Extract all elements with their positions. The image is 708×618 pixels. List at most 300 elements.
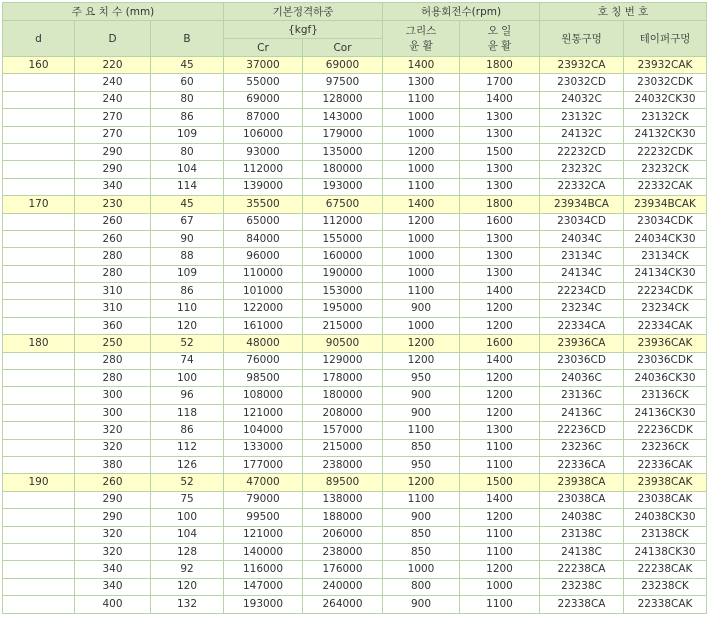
table-row — [3, 91, 707, 108]
cell-grease-speed: 1200 — [383, 335, 460, 352]
cell-cyl-bore: 23036CD — [540, 352, 624, 369]
cell-taper-bore: 22338CAK — [624, 596, 707, 613]
cell-cr: 108000 — [224, 387, 303, 404]
cell-oil-speed: 1400 — [460, 352, 540, 369]
cell-oil-speed: 1300 — [460, 248, 540, 265]
cell-oil-speed: 1400 — [460, 283, 540, 300]
cell-B: 104 — [151, 526, 224, 543]
cr-header: Cr — [224, 39, 303, 57]
cell-oil-speed: 1100 — [460, 543, 540, 560]
cell-D: 270 — [75, 126, 151, 143]
cell-taper-bore: 22234CDK — [624, 283, 707, 300]
cell-cr: 99500 — [224, 509, 303, 526]
cell-cr: 121000 — [224, 526, 303, 543]
cell-cyl-bore: 24036C — [540, 370, 624, 387]
cell-taper-bore: 23138CK — [624, 526, 707, 543]
cell-taper-bore: 22232CDK — [624, 143, 707, 160]
cell-grease-speed: 1100 — [383, 91, 460, 108]
table-row — [3, 178, 707, 195]
cell-d — [3, 109, 75, 126]
cell-cyl-bore: 23932CA — [540, 57, 624, 74]
cell-cor: 143000 — [303, 109, 383, 126]
cell-oil-speed: 1300 — [460, 265, 540, 282]
cell-taper-bore: 24032CK30 — [624, 91, 707, 108]
cell-grease-speed: 900 — [383, 509, 460, 526]
cell-oil-speed: 1500 — [460, 143, 540, 160]
cell-oil-speed: 1500 — [460, 474, 540, 491]
cell-cr: 147000 — [224, 578, 303, 595]
cell-B: 67 — [151, 213, 224, 230]
cell-d — [3, 161, 75, 178]
cell-oil-speed: 1200 — [460, 404, 540, 421]
cell-grease-speed: 1400 — [383, 196, 460, 213]
cell-oil-speed: 1200 — [460, 317, 540, 334]
cell-oil-speed: 1300 — [460, 126, 540, 143]
cell-taper-bore: 23938CAK — [624, 474, 707, 491]
cell-taper-bore: 23934BCAK — [624, 196, 707, 213]
cell-oil-speed: 1800 — [460, 57, 540, 74]
cell-cor: 206000 — [303, 526, 383, 543]
cell-taper-bore: 23132CK — [624, 109, 707, 126]
cell-B: 92 — [151, 561, 224, 578]
cell-d — [3, 596, 75, 613]
grease-header-line2: 윤 활 — [409, 39, 433, 52]
cell-oil-speed: 1600 — [460, 213, 540, 230]
cell-grease-speed: 1100 — [383, 178, 460, 195]
cell-D: 320 — [75, 439, 151, 456]
cell-cyl-bore: 23038CA — [540, 491, 624, 508]
cell-cyl-bore: 22336CA — [540, 456, 624, 473]
cell-B: 52 — [151, 474, 224, 491]
cell-cyl-bore: 23136C — [540, 387, 624, 404]
cell-d — [3, 126, 75, 143]
cell-cyl-bore: 23936CA — [540, 335, 624, 352]
cell-d — [3, 387, 75, 404]
cell-grease-speed: 1000 — [383, 265, 460, 282]
cell-taper-bore: 22334CAK — [624, 317, 707, 334]
cell-B: 60 — [151, 74, 224, 91]
cell-cor: 215000 — [303, 439, 383, 456]
cell-B: 45 — [151, 57, 224, 74]
cell-cr: 98500 — [224, 370, 303, 387]
table-row — [3, 491, 707, 508]
cell-cr: 35500 — [224, 196, 303, 213]
oil-header — [460, 21, 540, 57]
cell-cor: 195000 — [303, 300, 383, 317]
table-row — [3, 126, 707, 143]
cell-cor: 238000 — [303, 543, 383, 560]
cell-cyl-bore: 23132C — [540, 109, 624, 126]
cell-cyl-bore: 24032C — [540, 91, 624, 108]
cyl-bore-header: 원통구멍 — [540, 21, 624, 57]
cell-oil-speed: 1800 — [460, 196, 540, 213]
cell-d — [3, 509, 75, 526]
cell-cyl-bore: 22232CD — [540, 143, 624, 160]
cell-cr: 48000 — [224, 335, 303, 352]
cell-taper-bore: 23134CK — [624, 248, 707, 265]
load-rating-header: 기본정격하중 — [224, 3, 383, 21]
B-header: B — [151, 21, 224, 57]
cell-taper-bore: 22238CAK — [624, 561, 707, 578]
cell-cyl-bore: 22332CA — [540, 178, 624, 195]
cell-cr: 84000 — [224, 230, 303, 247]
cell-cr: 96000 — [224, 248, 303, 265]
cell-grease-speed: 850 — [383, 439, 460, 456]
cell-grease-speed: 1300 — [383, 74, 460, 91]
cell-cor: 180000 — [303, 387, 383, 404]
cell-d — [3, 300, 75, 317]
cell-D: 260 — [75, 213, 151, 230]
table-row — [3, 474, 707, 491]
table-row — [3, 404, 707, 421]
cell-cor: 135000 — [303, 143, 383, 160]
cell-cyl-bore: 23034CD — [540, 213, 624, 230]
table-row — [3, 387, 707, 404]
cell-B: 86 — [151, 283, 224, 300]
cell-taper-bore: 23038CAK — [624, 491, 707, 508]
cell-cyl-bore: 23938CA — [540, 474, 624, 491]
cell-taper-bore: 23036CDK — [624, 352, 707, 369]
cell-d — [3, 213, 75, 230]
cell-cor: 179000 — [303, 126, 383, 143]
cell-D: 320 — [75, 526, 151, 543]
cell-d — [3, 265, 75, 282]
cell-cr: 140000 — [224, 543, 303, 560]
cell-D: 300 — [75, 404, 151, 421]
cell-cr: 101000 — [224, 283, 303, 300]
cell-D: 260 — [75, 230, 151, 247]
cell-cr: 47000 — [224, 474, 303, 491]
cell-cyl-bore: 23934BCA — [540, 196, 624, 213]
cell-D: 320 — [75, 422, 151, 439]
cell-cor: 157000 — [303, 422, 383, 439]
cell-D: 240 — [75, 74, 151, 91]
cell-taper-bore: 24134CK30 — [624, 265, 707, 282]
table-row — [3, 248, 707, 265]
cell-cyl-bore: 23238C — [540, 578, 624, 595]
cell-cor: 240000 — [303, 578, 383, 595]
table-row — [3, 439, 707, 456]
cell-d — [3, 317, 75, 334]
d-header: d — [3, 21, 75, 57]
header-row-1 — [3, 3, 707, 21]
cell-d — [3, 370, 75, 387]
table-row — [3, 265, 707, 282]
cell-taper-bore: 24038CK30 — [624, 509, 707, 526]
cell-grease-speed: 1200 — [383, 352, 460, 369]
table-row — [3, 370, 707, 387]
oil-header-line2: 윤 활 — [487, 39, 512, 52]
cell-cor: 193000 — [303, 178, 383, 195]
cell-cor: 69000 — [303, 57, 383, 74]
load-unit-header: {kgf} — [224, 21, 383, 39]
cell-d: 170 — [3, 196, 75, 213]
cell-oil-speed: 1300 — [460, 178, 540, 195]
cell-grease-speed: 1200 — [383, 213, 460, 230]
cell-cor: 264000 — [303, 596, 383, 613]
cell-taper-bore: 22336CAK — [624, 456, 707, 473]
cell-cyl-bore: 23032CD — [540, 74, 624, 91]
main-dims-header: 주 요 치 수 (mm) — [3, 3, 224, 21]
cell-grease-speed: 1100 — [383, 491, 460, 508]
table-row — [3, 57, 707, 74]
D-header: D — [75, 21, 151, 57]
cell-d — [3, 422, 75, 439]
table-row — [3, 213, 707, 230]
cell-cyl-bore: 23232C — [540, 161, 624, 178]
table-row — [3, 283, 707, 300]
cell-grease-speed: 900 — [383, 596, 460, 613]
cell-cor: 112000 — [303, 213, 383, 230]
cell-cor: 176000 — [303, 561, 383, 578]
cell-D: 320 — [75, 543, 151, 560]
cell-D: 260 — [75, 474, 151, 491]
cell-d: 160 — [3, 57, 75, 74]
cell-taper-bore: 23136CK — [624, 387, 707, 404]
cell-taper-bore: 23232CK — [624, 161, 707, 178]
cell-B: 120 — [151, 317, 224, 334]
cell-oil-speed: 1400 — [460, 91, 540, 108]
cell-cor: 178000 — [303, 370, 383, 387]
table-row — [3, 335, 707, 352]
cell-cr: 37000 — [224, 57, 303, 74]
cell-cr: 112000 — [224, 161, 303, 178]
cell-B: 110 — [151, 300, 224, 317]
cell-oil-speed: 1100 — [460, 526, 540, 543]
cell-cr: 79000 — [224, 491, 303, 508]
cell-d: 180 — [3, 335, 75, 352]
table-row — [3, 196, 707, 213]
cell-oil-speed: 1300 — [460, 422, 540, 439]
table-row — [3, 422, 707, 439]
cell-B: 120 — [151, 578, 224, 595]
cell-B: 112 — [151, 439, 224, 456]
cell-cor: 153000 — [303, 283, 383, 300]
table-row — [3, 230, 707, 247]
designation-header: 호 칭 번 호 — [540, 3, 707, 21]
cell-B: 86 — [151, 422, 224, 439]
cell-d — [3, 543, 75, 560]
cell-B: 75 — [151, 491, 224, 508]
cell-oil-speed: 1200 — [460, 509, 540, 526]
cell-oil-speed: 1300 — [460, 230, 540, 247]
grease-header-line1: 그리스 — [405, 24, 437, 37]
cell-cor: 89500 — [303, 474, 383, 491]
cell-D: 270 — [75, 109, 151, 126]
cell-taper-bore: 24036CK30 — [624, 370, 707, 387]
cell-B: 128 — [151, 543, 224, 560]
cell-B: 52 — [151, 335, 224, 352]
bearing-spec-table — [2, 2, 707, 614]
cell-grease-speed: 1000 — [383, 126, 460, 143]
cell-cyl-bore: 22238CA — [540, 561, 624, 578]
speed-header: 허용회전수(rpm) — [383, 3, 540, 21]
cell-cyl-bore: 24038C — [540, 509, 624, 526]
cell-cyl-bore: 22334CA — [540, 317, 624, 334]
cell-cyl-bore: 23236C — [540, 439, 624, 456]
cell-B: 86 — [151, 109, 224, 126]
cell-grease-speed: 1000 — [383, 230, 460, 247]
cell-d — [3, 526, 75, 543]
cell-cr: 69000 — [224, 91, 303, 108]
cell-grease-speed: 900 — [383, 300, 460, 317]
cell-cyl-bore: 24138C — [540, 543, 624, 560]
cell-cr: 122000 — [224, 300, 303, 317]
cell-cyl-bore: 23134C — [540, 248, 624, 265]
cell-cor: 90500 — [303, 335, 383, 352]
cell-cor: 138000 — [303, 491, 383, 508]
cell-cor: 155000 — [303, 230, 383, 247]
cell-taper-bore: 23034CDK — [624, 213, 707, 230]
cell-D: 290 — [75, 509, 151, 526]
cell-B: 88 — [151, 248, 224, 265]
cell-B: 45 — [151, 196, 224, 213]
cell-cyl-bore: 24034C — [540, 230, 624, 247]
cell-cyl-bore: 24136C — [540, 404, 624, 421]
cell-d — [3, 230, 75, 247]
cell-taper-bore: 22332CAK — [624, 178, 707, 195]
cell-grease-speed: 1400 — [383, 57, 460, 74]
cell-d — [3, 456, 75, 473]
cell-cr: 121000 — [224, 404, 303, 421]
cell-D: 280 — [75, 248, 151, 265]
table-row — [3, 143, 707, 160]
table-row — [3, 543, 707, 560]
table-row — [3, 161, 707, 178]
cell-cyl-bore: 22338CA — [540, 596, 624, 613]
cell-taper-bore: 23238CK — [624, 578, 707, 595]
cell-grease-speed: 1100 — [383, 422, 460, 439]
oil-header-line1: 오 일 — [487, 24, 512, 37]
cell-d — [3, 439, 75, 456]
cell-oil-speed: 1200 — [460, 300, 540, 317]
cell-B: 100 — [151, 509, 224, 526]
cell-taper-bore: 23236CK — [624, 439, 707, 456]
cell-grease-speed: 1000 — [383, 161, 460, 178]
cell-B: 100 — [151, 370, 224, 387]
cell-grease-speed: 950 — [383, 370, 460, 387]
cell-D: 340 — [75, 578, 151, 595]
cell-grease-speed: 1000 — [383, 109, 460, 126]
cell-d — [3, 74, 75, 91]
cell-oil-speed: 1700 — [460, 74, 540, 91]
cell-cor: 67500 — [303, 196, 383, 213]
cell-cor: 128000 — [303, 91, 383, 108]
table-row — [3, 561, 707, 578]
cell-oil-speed: 1100 — [460, 439, 540, 456]
cell-grease-speed: 850 — [383, 526, 460, 543]
cell-d — [3, 178, 75, 195]
cell-grease-speed: 1000 — [383, 248, 460, 265]
cell-B: 104 — [151, 161, 224, 178]
cell-grease-speed: 1000 — [383, 317, 460, 334]
cell-D: 340 — [75, 561, 151, 578]
cell-D: 240 — [75, 91, 151, 108]
table-row — [3, 300, 707, 317]
cell-cor: 208000 — [303, 404, 383, 421]
cell-D: 250 — [75, 335, 151, 352]
table-row — [3, 352, 707, 369]
cell-B: 114 — [151, 178, 224, 195]
table-row — [3, 109, 707, 126]
cell-cyl-bore: 22234CD — [540, 283, 624, 300]
cell-grease-speed: 1100 — [383, 283, 460, 300]
cell-cr: 177000 — [224, 456, 303, 473]
cell-taper-bore: 24034CK30 — [624, 230, 707, 247]
table-row — [3, 509, 707, 526]
cell-D: 380 — [75, 456, 151, 473]
cell-oil-speed: 1200 — [460, 370, 540, 387]
cell-B: 74 — [151, 352, 224, 369]
cell-D: 220 — [75, 57, 151, 74]
cell-B: 109 — [151, 126, 224, 143]
table-row — [3, 526, 707, 543]
table-row — [3, 596, 707, 613]
cell-grease-speed: 1000 — [383, 561, 460, 578]
cell-B: 90 — [151, 230, 224, 247]
cell-d — [3, 248, 75, 265]
cor-header: Cor — [303, 39, 383, 57]
cell-grease-speed: 950 — [383, 456, 460, 473]
taper-bore-header: 테이퍼구멍 — [624, 21, 707, 57]
cell-cr: 161000 — [224, 317, 303, 334]
cell-cor: 188000 — [303, 509, 383, 526]
cell-cor: 160000 — [303, 248, 383, 265]
cell-d — [3, 578, 75, 595]
cell-cor: 238000 — [303, 456, 383, 473]
cell-cyl-bore: 23138C — [540, 526, 624, 543]
cell-cyl-bore: 23234C — [540, 300, 624, 317]
cell-D: 280 — [75, 352, 151, 369]
cell-taper-bore: 24132CK30 — [624, 126, 707, 143]
cell-cr: 139000 — [224, 178, 303, 195]
cell-oil-speed: 1300 — [460, 109, 540, 126]
cell-cr: 104000 — [224, 422, 303, 439]
header-row-2 — [3, 21, 707, 39]
table-row — [3, 74, 707, 91]
cell-cor: 97500 — [303, 74, 383, 91]
cell-grease-speed: 900 — [383, 387, 460, 404]
cell-d — [3, 91, 75, 108]
cell-taper-bore: 23936CAK — [624, 335, 707, 352]
cell-taper-bore: 23032CDK — [624, 74, 707, 91]
cell-d: 190 — [3, 474, 75, 491]
cell-d — [3, 404, 75, 421]
cell-taper-bore: 23234CK — [624, 300, 707, 317]
cell-cr: 87000 — [224, 109, 303, 126]
cell-cr: 133000 — [224, 439, 303, 456]
cell-cyl-bore: 24134C — [540, 265, 624, 282]
table-row — [3, 456, 707, 473]
cell-D: 400 — [75, 596, 151, 613]
cell-grease-speed: 850 — [383, 543, 460, 560]
cell-D: 230 — [75, 196, 151, 213]
cell-oil-speed: 1600 — [460, 335, 540, 352]
cell-D: 310 — [75, 300, 151, 317]
cell-cr: 93000 — [224, 143, 303, 160]
cell-d — [3, 491, 75, 508]
cell-oil-speed: 1100 — [460, 456, 540, 473]
cell-cr: 76000 — [224, 352, 303, 369]
cell-D: 360 — [75, 317, 151, 334]
cell-cor: 215000 — [303, 317, 383, 334]
spec-table-body — [3, 57, 707, 614]
grease-header — [383, 21, 460, 57]
cell-cr: 116000 — [224, 561, 303, 578]
cell-D: 300 — [75, 387, 151, 404]
cell-cyl-bore: 24132C — [540, 126, 624, 143]
cell-cr: 193000 — [224, 596, 303, 613]
